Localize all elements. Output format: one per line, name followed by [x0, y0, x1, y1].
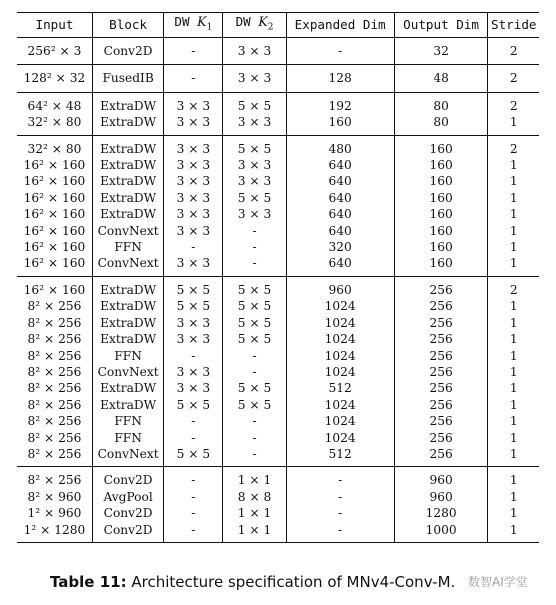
table-row — [17, 223, 539, 239]
cell-input: 8² × 256 — [17, 397, 92, 413]
cell-stride: 1 — [509, 381, 518, 396]
caption-text: Architecture specification of MNv4-Conv-M. — [126, 573, 456, 591]
cell-dw-k2: 3 × 3 — [223, 114, 286, 135]
cell-dw-k1: 3 × 3 — [164, 157, 223, 173]
cell-expanded-dim: 192 — [286, 92, 394, 114]
cell-stride: 1 — [509, 240, 518, 255]
cell-dw-k1: - — [164, 489, 223, 505]
cell-dw-k1: 3 × 3 — [164, 331, 223, 347]
cell-dw-k2: - — [223, 255, 286, 276]
cell-dw-k1: - — [164, 505, 223, 521]
cell-output-dim: 256 — [394, 276, 488, 298]
table-row — [17, 380, 539, 396]
cell-input: 16² × 160 — [17, 190, 92, 206]
cell-dw-k2: - — [223, 446, 286, 467]
cell-stride: 1 — [509, 397, 518, 412]
cell-input: 8² × 256 — [17, 298, 92, 314]
cell-input: 8² × 256 — [17, 348, 92, 364]
table-row — [17, 190, 539, 206]
cell-output-dim: 160 — [394, 190, 488, 206]
cell-block: FFN — [92, 348, 163, 364]
cell-dw-k2: - — [223, 223, 286, 239]
cell-stride: 1 — [509, 158, 518, 173]
cell-dw-k1: 3 × 3 — [164, 135, 223, 157]
cell-expanded-dim: 640 — [286, 190, 394, 206]
cell-block: FFN — [92, 239, 163, 255]
cell-block: ExtraDW — [92, 114, 163, 135]
cell-input: 8² × 256 — [17, 380, 92, 396]
cell-dw-k2: 3 × 3 — [223, 65, 286, 92]
cell-block: FFN — [92, 430, 163, 446]
cell-stride: 1 — [509, 489, 518, 504]
table-body — [17, 38, 539, 543]
cell-block: Conv2D — [92, 505, 163, 521]
cell-block: ExtraDW — [92, 173, 163, 189]
cell-block: ConvNext — [92, 364, 163, 380]
cell-stride: 1 — [509, 299, 518, 314]
cell-dw-k1: 3 × 3 — [164, 315, 223, 331]
cell-output-dim: 256 — [394, 348, 488, 364]
cell-block: ConvNext — [92, 446, 163, 467]
cell-input: 128² × 32 — [17, 65, 92, 92]
cell-dw-k1: - — [164, 467, 223, 489]
cell-output-dim: 160 — [394, 173, 488, 189]
cell-input: 16² × 160 — [17, 276, 92, 298]
cell-input: 64² × 48 — [17, 92, 92, 114]
cell-expanded-dim: 640 — [286, 173, 394, 189]
cell-output-dim: 256 — [394, 331, 488, 347]
cell-expanded-dim: 1024 — [286, 397, 394, 413]
cell-block: Conv2D — [92, 522, 163, 543]
cell-expanded-dim: 1024 — [286, 413, 394, 429]
cell-stride: 1 — [509, 207, 518, 222]
cell-input: 8² × 256 — [17, 364, 92, 380]
cell-expanded-dim: 512 — [286, 380, 394, 396]
table-row — [17, 522, 539, 543]
cell-dw-k2: 5 × 5 — [223, 397, 286, 413]
cell-block: ExtraDW — [92, 331, 163, 347]
cell-expanded-dim: 512 — [286, 446, 394, 467]
table-header-row — [17, 13, 539, 38]
cell-output-dim: 160 — [394, 135, 488, 157]
cell-expanded-dim: 1024 — [286, 298, 394, 314]
cell-dw-k2: - — [223, 413, 286, 429]
cell-expanded-dim: - — [286, 489, 394, 505]
table-row — [17, 467, 539, 489]
cell-input: 8² × 256 — [17, 331, 92, 347]
cell-output-dim: 256 — [394, 446, 488, 467]
cell-dw-k1: 3 × 3 — [164, 380, 223, 396]
cell-dw-k2: 1 × 1 — [223, 522, 286, 543]
table-row — [17, 348, 539, 364]
table-row — [17, 114, 539, 135]
cell-stride: 1 — [509, 364, 518, 379]
cell-dw-k1: 3 × 3 — [164, 364, 223, 380]
cell-stride: 1 — [509, 256, 518, 271]
cell-dw-k2: 3 × 3 — [223, 157, 286, 173]
cell-output-dim: 160 — [394, 255, 488, 276]
cell-output-dim: 32 — [394, 38, 488, 65]
cell-expanded-dim: - — [286, 522, 394, 543]
table-row — [17, 397, 539, 413]
cell-dw-k1: - — [164, 348, 223, 364]
cell-output-dim: 1000 — [394, 522, 488, 543]
header-stride: Stride — [488, 13, 539, 38]
cell-expanded-dim: 160 — [286, 114, 394, 135]
cell-stride: 1 — [488, 522, 539, 543]
cell-dw-k1: 3 × 3 — [164, 206, 223, 222]
table-row — [17, 298, 539, 314]
cell-input: 8² × 256 — [17, 413, 92, 429]
cell-expanded-dim: 640 — [286, 206, 394, 222]
cell-block: Conv2D — [92, 38, 163, 65]
watermark-logo: 数智AI学堂 — [468, 575, 528, 589]
cell-expanded-dim: 640 — [286, 157, 394, 173]
cell-dw-k2: - — [223, 430, 286, 446]
cell-output-dim: 256 — [394, 298, 488, 314]
cell-input: 16² × 160 — [17, 206, 92, 222]
cell-output-dim: 160 — [394, 157, 488, 173]
cell-expanded-dim: - — [286, 505, 394, 521]
cell-input: 16² × 160 — [17, 239, 92, 255]
cell-dw-k2: 5 × 5 — [223, 298, 286, 314]
cell-input: 8² × 256 — [17, 446, 92, 467]
table-row — [17, 446, 539, 467]
cell-input: 16² × 160 — [17, 157, 92, 173]
cell-output-dim: 256 — [394, 315, 488, 331]
cell-dw-k1: - — [164, 65, 223, 92]
cell-expanded-dim: 1024 — [286, 348, 394, 364]
cell-dw-k1: 3 × 3 — [164, 190, 223, 206]
cell-expanded-dim: 640 — [286, 223, 394, 239]
table-row — [17, 331, 539, 347]
cell-stride: 1 — [488, 467, 539, 489]
cell-stride: 1 — [509, 348, 518, 363]
cell-dw-k2: - — [223, 348, 286, 364]
cell-block: ExtraDW — [92, 298, 163, 314]
cell-dw-k2: 5 × 5 — [223, 92, 286, 114]
cell-block: ExtraDW — [92, 190, 163, 206]
cell-dw-k1: - — [164, 38, 223, 65]
cell-output-dim: 256 — [394, 364, 488, 380]
cell-dw-k1: 5 × 5 — [164, 276, 223, 298]
cell-block: ConvNext — [92, 223, 163, 239]
cell-expanded-dim: 128 — [286, 65, 394, 92]
cell-dw-k2: 5 × 5 — [223, 190, 286, 206]
cell-stride: 1 — [509, 190, 518, 205]
cell-dw-k1: - — [164, 522, 223, 543]
header-input: Input — [17, 13, 92, 38]
header-dw-k1: DW $K_1$ — [164, 13, 223, 38]
cell-expanded-dim: 1024 — [286, 430, 394, 446]
cell-stride: 1 — [509, 315, 518, 330]
cell-dw-k1: 5 × 5 — [164, 397, 223, 413]
cell-block: ExtraDW — [92, 276, 163, 298]
cell-block: FusedIB — [92, 65, 163, 92]
cell-stride: 1 — [509, 332, 518, 347]
cell-expanded-dim: 1024 — [286, 331, 394, 347]
cell-dw-k2: 5 × 5 — [223, 331, 286, 347]
cell-block: ExtraDW — [92, 135, 163, 157]
cell-dw-k2: 3 × 3 — [223, 206, 286, 222]
cell-output-dim: 256 — [394, 397, 488, 413]
table-row — [17, 239, 539, 255]
table-row — [17, 489, 539, 505]
cell-block: ExtraDW — [92, 380, 163, 396]
cell-output-dim: 960 — [394, 489, 488, 505]
cell-dw-k1: - — [164, 239, 223, 255]
cell-block: ExtraDW — [92, 157, 163, 173]
cell-output-dim: 48 — [394, 65, 488, 92]
cell-stride: 1 — [509, 414, 518, 429]
cell-dw-k1: - — [164, 430, 223, 446]
cell-expanded-dim: 640 — [286, 255, 394, 276]
cell-output-dim: 80 — [394, 114, 488, 135]
header-dw-k2: DW $K_2$ — [223, 13, 286, 38]
cell-expanded-dim: 1024 — [286, 364, 394, 380]
cell-stride: 2 — [488, 65, 539, 92]
cell-dw-k2: 5 × 5 — [223, 276, 286, 298]
cell-output-dim: 160 — [394, 206, 488, 222]
cell-block: ExtraDW — [92, 315, 163, 331]
cell-block: FFN — [92, 413, 163, 429]
cell-stride: 1 — [509, 174, 518, 189]
cell-stride: 1 — [509, 115, 518, 130]
cell-stride: 1 — [509, 506, 518, 521]
cell-dw-k1: 5 × 5 — [164, 446, 223, 467]
cell-output-dim: 256 — [394, 413, 488, 429]
cell-input: 32² × 80 — [17, 135, 92, 157]
cell-stride: 2 — [488, 38, 539, 65]
cell-dw-k2: 1 × 1 — [223, 467, 286, 489]
cell-expanded-dim: 320 — [286, 239, 394, 255]
cell-stride: 2 — [488, 276, 539, 298]
cell-block: ExtraDW — [92, 206, 163, 222]
table-row — [17, 157, 539, 173]
cell-dw-k1: 3 × 3 — [164, 223, 223, 239]
cell-dw-k2: 5 × 5 — [223, 315, 286, 331]
cell-input: 32² × 80 — [17, 114, 92, 135]
cell-dw-k1: 3 × 3 — [164, 173, 223, 189]
cell-block: Conv2D — [92, 467, 163, 489]
cell-input: 16² × 160 — [17, 223, 92, 239]
cell-input: 16² × 160 — [17, 173, 92, 189]
cell-input: 16² × 160 — [17, 255, 92, 276]
table-row — [17, 255, 539, 276]
cell-dw-k2: 5 × 5 — [223, 380, 286, 396]
cell-input: 256² × 3 — [17, 38, 92, 65]
caption-label: Table 11: — [50, 573, 127, 591]
cell-block: AvgPool — [92, 489, 163, 505]
cell-output-dim: 80 — [394, 92, 488, 114]
cell-dw-k1: 3 × 3 — [164, 255, 223, 276]
cell-dw-k1: 3 × 3 — [164, 114, 223, 135]
cell-stride: 1 — [509, 223, 518, 238]
table-row — [17, 505, 539, 521]
cell-output-dim: 160 — [394, 239, 488, 255]
table-row — [17, 206, 539, 222]
cell-dw-k2: 1 × 1 — [223, 505, 286, 521]
cell-stride: 2 — [488, 92, 539, 114]
cell-dw-k2: 3 × 3 — [223, 173, 286, 189]
cell-output-dim: 256 — [394, 430, 488, 446]
cell-block: ExtraDW — [92, 397, 163, 413]
cell-input: 1² × 1280 — [17, 522, 92, 543]
table-row — [17, 430, 539, 446]
cell-input: 8² × 256 — [17, 430, 92, 446]
cell-dw-k1: 5 × 5 — [164, 298, 223, 314]
header-expanded-dim: Expanded Dim — [286, 13, 394, 38]
cell-expanded-dim: - — [286, 38, 394, 65]
cell-dw-k1: 3 × 3 — [164, 92, 223, 114]
table-row — [17, 413, 539, 429]
table-row — [17, 92, 539, 114]
cell-output-dim: 160 — [394, 223, 488, 239]
architecture-table — [17, 12, 539, 543]
header-output-dim: Output Dim — [394, 13, 488, 38]
cell-stride: 1 — [509, 430, 518, 445]
cell-dw-k2: - — [223, 364, 286, 380]
cell-stride: 1 — [509, 446, 518, 461]
cell-input: 8² × 960 — [17, 489, 92, 505]
cell-input: 1² × 960 — [17, 505, 92, 521]
table-row — [17, 173, 539, 189]
cell-expanded-dim: - — [286, 467, 394, 489]
cell-dw-k2: 3 × 3 — [223, 38, 286, 65]
cell-expanded-dim: 960 — [286, 276, 394, 298]
cell-input: 8² × 256 — [17, 467, 92, 489]
table-caption — [50, 573, 530, 591]
cell-stride: 2 — [488, 135, 539, 157]
table-row — [17, 276, 539, 298]
cell-output-dim: 1280 — [394, 505, 488, 521]
cell-block: ConvNext — [92, 255, 163, 276]
cell-output-dim: 256 — [394, 380, 488, 396]
cell-expanded-dim: 1024 — [286, 315, 394, 331]
cell-input: 8² × 256 — [17, 315, 92, 331]
table-row — [17, 135, 539, 157]
cell-dw-k2: - — [223, 239, 286, 255]
cell-output-dim: 960 — [394, 467, 488, 489]
cell-dw-k1: - — [164, 413, 223, 429]
cell-dw-k2: 5 × 5 — [223, 135, 286, 157]
cell-block: ExtraDW — [92, 92, 163, 114]
table-row — [17, 38, 539, 65]
cell-dw-k2: 8 × 8 — [223, 489, 286, 505]
table-row — [17, 315, 539, 331]
cell-expanded-dim: 480 — [286, 135, 394, 157]
table-row — [17, 65, 539, 92]
table-row — [17, 364, 539, 380]
header-block: Block — [92, 13, 163, 38]
